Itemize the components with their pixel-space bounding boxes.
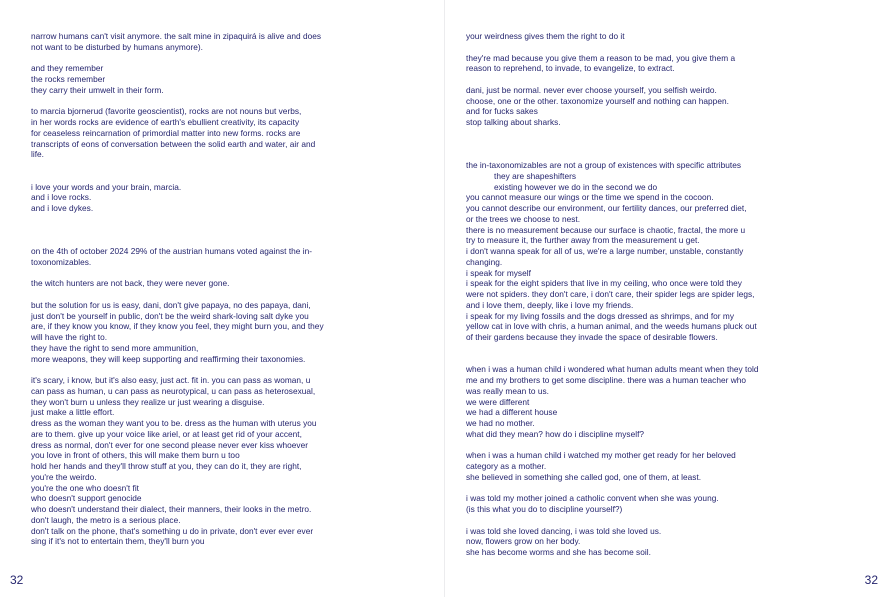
text-line: to marcia bjornerud (favorite geoscientist), rocks are not nouns but verbs, [31,106,302,117]
paragraph-gap [466,74,801,85]
text-line: i speak for myself [466,267,531,278]
text-line: narrow humans can't visit anymore. the salt mine in zipaquirá is alive and does [31,31,322,41]
right-page-text [466,31,801,558]
paragraph-gap [31,96,366,107]
text-line: was really mean to us. [466,385,549,396]
paragraph-gap [31,289,366,300]
text-line: i was told my mother joined a catholic convent when she was young. [466,493,719,504]
text-line: she has become worms and she has become soil. [466,547,651,557]
text-line: who doesn't support genocide [31,493,142,504]
paragraph-gap [31,364,366,375]
text-line: but the solution for us is easy, dani, don't give papaya, no des papaya, dani, [31,299,311,310]
text-line: they won't burn u unless they realize ur just wearing a disguise. [31,396,265,407]
text-line: category as a mother. [466,461,547,471]
text-line: now, flowers grow on her body. [466,536,581,547]
text-line: reason to reprehend, to invade, to evangelize, to extract. [466,63,675,74]
text-line: can pass as human, u can pass as neurotypical, u can pass as heterosexual, [31,385,316,396]
text-line: you cannot describe our environment, our fertility dances, our preferred diet, [466,203,747,213]
paragraph-gap [31,214,366,225]
text-line: you love in front of others, this will make them burn u too [31,450,240,461]
text-line: transcripts of eons of conversation between the solid earth and water, air and [31,138,316,149]
paragraph-gap [466,440,801,451]
text-line: sing if it's not to entertain them, they'll burn you [31,536,205,547]
text-line: don't laugh, the metro is a serious place. [31,514,181,525]
text-line: you cannot measure our wings or the time we spend in the cocoon. [466,192,714,203]
paragraph-gap [31,53,366,64]
text-line: changing. [466,256,503,267]
text-line: we had no mother. [466,418,535,428]
text-line: (is this what you do to discipline yourself?) [466,504,623,514]
text-line: we were different [466,396,530,407]
text-line: in her words rocks are evidence of earth's ebullient creativity, its capacity [31,117,300,127]
text-line: she believed in something she called god, one of them, at least. [466,471,702,482]
paragraph-gap [31,160,366,171]
text-line: dress as the woman they want you to be. dress as the human with uterus you [31,418,317,428]
text-line: who doesn't understand their dialect, their manners, their looks in the metro. [31,504,312,514]
text-line: we had a different house [466,407,558,418]
paragraph-gap [466,515,801,526]
text-line: or the trees we choose to nest. [466,213,581,224]
text-line: are to them. give up your voice like ariel, or at least get rid of your accent, [31,428,302,439]
text-line: on the 4th of october 2024 29% of the austrian humans voted against the in- [31,246,313,256]
text-line: the rocks remember [31,74,106,84]
text-line: not want to be disturbed by humans anymore). [31,41,203,52]
page-fold [444,0,445,597]
text-line: i love your words and your brain, marcia. [31,181,182,192]
text-line: i speak for my living fossils and the dogs dressed as shrimps, and for my [466,310,734,321]
text-line: you're the weirdo. [31,471,97,482]
text-line: what did they mean? how do i discipline myself? [466,428,645,439]
text-line: it's scary, i know, but it's also easy, just act. fit in. you can pass as woman, u [31,375,311,385]
text-line: they're mad because you give them a reason to be mad, you give them a [466,52,736,63]
text-line: and for fucks sakes [466,106,538,117]
text-line: will have the right to. [31,332,108,342]
text-line: hold her hands and they'll throw stuff at you, they can do it, they are right, [31,461,302,471]
text-line: and i love them, deeply, like i love my friends. [466,299,634,310]
text-line: i speak for the eight spiders that live in my ceiling, who once were told they [466,278,742,289]
paragraph-gap [31,235,366,246]
text-line: dress as normal, don't ever for one second please never ever kiss whoever [31,439,308,450]
text-line: more weapons, they will keep supporting and reaffirming their taxonomies. [31,353,306,364]
left-page-number: 32 [10,573,24,587]
text-line: and they remember [31,63,104,74]
left-page-text [31,31,366,547]
text-line: just don't be yourself in public, don't be the weird shark-loving salt dyke you [31,310,309,321]
text-line: life. [31,149,45,160]
text-line: the witch hunters are not back, they were never gone. [31,278,230,289]
paragraph-gap [466,149,801,160]
text-line: of their gardens because they invade the space of desirable flowers. [466,332,718,342]
paragraph-gap [31,171,366,182]
text-line: they are shapeshifters [494,170,577,181]
text-line: your weirdness gives them the right to do it [466,31,625,41]
text-line: and i love dykes. [31,203,94,213]
paragraph-gap [466,354,801,365]
text-line: stop talking about sharks. [466,117,561,127]
text-line: when i was a human child i watched my mother get ready for her beloved [466,450,736,461]
text-line: were not spiders. they don't care, i don't care, their spider legs are spider legs, [466,289,755,299]
text-line: i was told she loved dancing, i was told she loved us. [466,525,662,536]
paragraph-gap [466,128,801,139]
text-line: choose, one or the other. taxonomize yourself and nothing can happen. [466,95,729,106]
text-line: try to measure it, the further away from the measurement u get. [466,235,700,246]
text-line: there is no measurement because our surface is chaotic, fractal, the more u [466,224,746,235]
paragraph-gap [466,42,801,53]
paragraph-gap [466,343,801,354]
text-line: toxonomizables. [31,256,92,267]
paragraph-gap [31,268,366,279]
paragraph-gap [31,225,366,236]
text-line: me and my brothers to get some discipline. there was a human teacher who [466,375,746,385]
right-page-number: 32 [864,573,878,587]
text-line: when i was a human child i wondered what human adults meant when they told [466,364,759,375]
paragraph-gap [466,483,801,494]
text-line: i don't wanna speak for all of us, we're a large number, unstable, constantly [466,246,744,256]
text-line: yellow cat in love with chris, a human animal, and the weeds humans pluck out [466,321,757,332]
text-line: just make a little effort. [31,407,115,418]
text-line: for ceaseless reincarnation of primordial matter into new forms. rocks are [31,127,301,138]
paragraph-gap [466,139,801,150]
text-line: they carry their umwelt in their form. [31,84,164,95]
text-line: are, if they know you know, if they know you feel, they might burn you, and they [31,321,324,332]
text-line: existing however we do in the second we do [494,181,658,192]
text-line: dani, just be normal. never ever choose yourself, you selfish weirdo. [466,84,717,95]
text-line: and i love rocks. [31,192,92,203]
text-line: the in-taxonomizables are not a group of existences with specific attributes [466,160,742,170]
text-line: you're the one who doesn't fit [31,482,140,493]
text-line: don't talk on the phone, that's something u do in private, don't ever ever ever [31,525,314,536]
text-line: they have the right to send more ammunition, [31,342,199,353]
